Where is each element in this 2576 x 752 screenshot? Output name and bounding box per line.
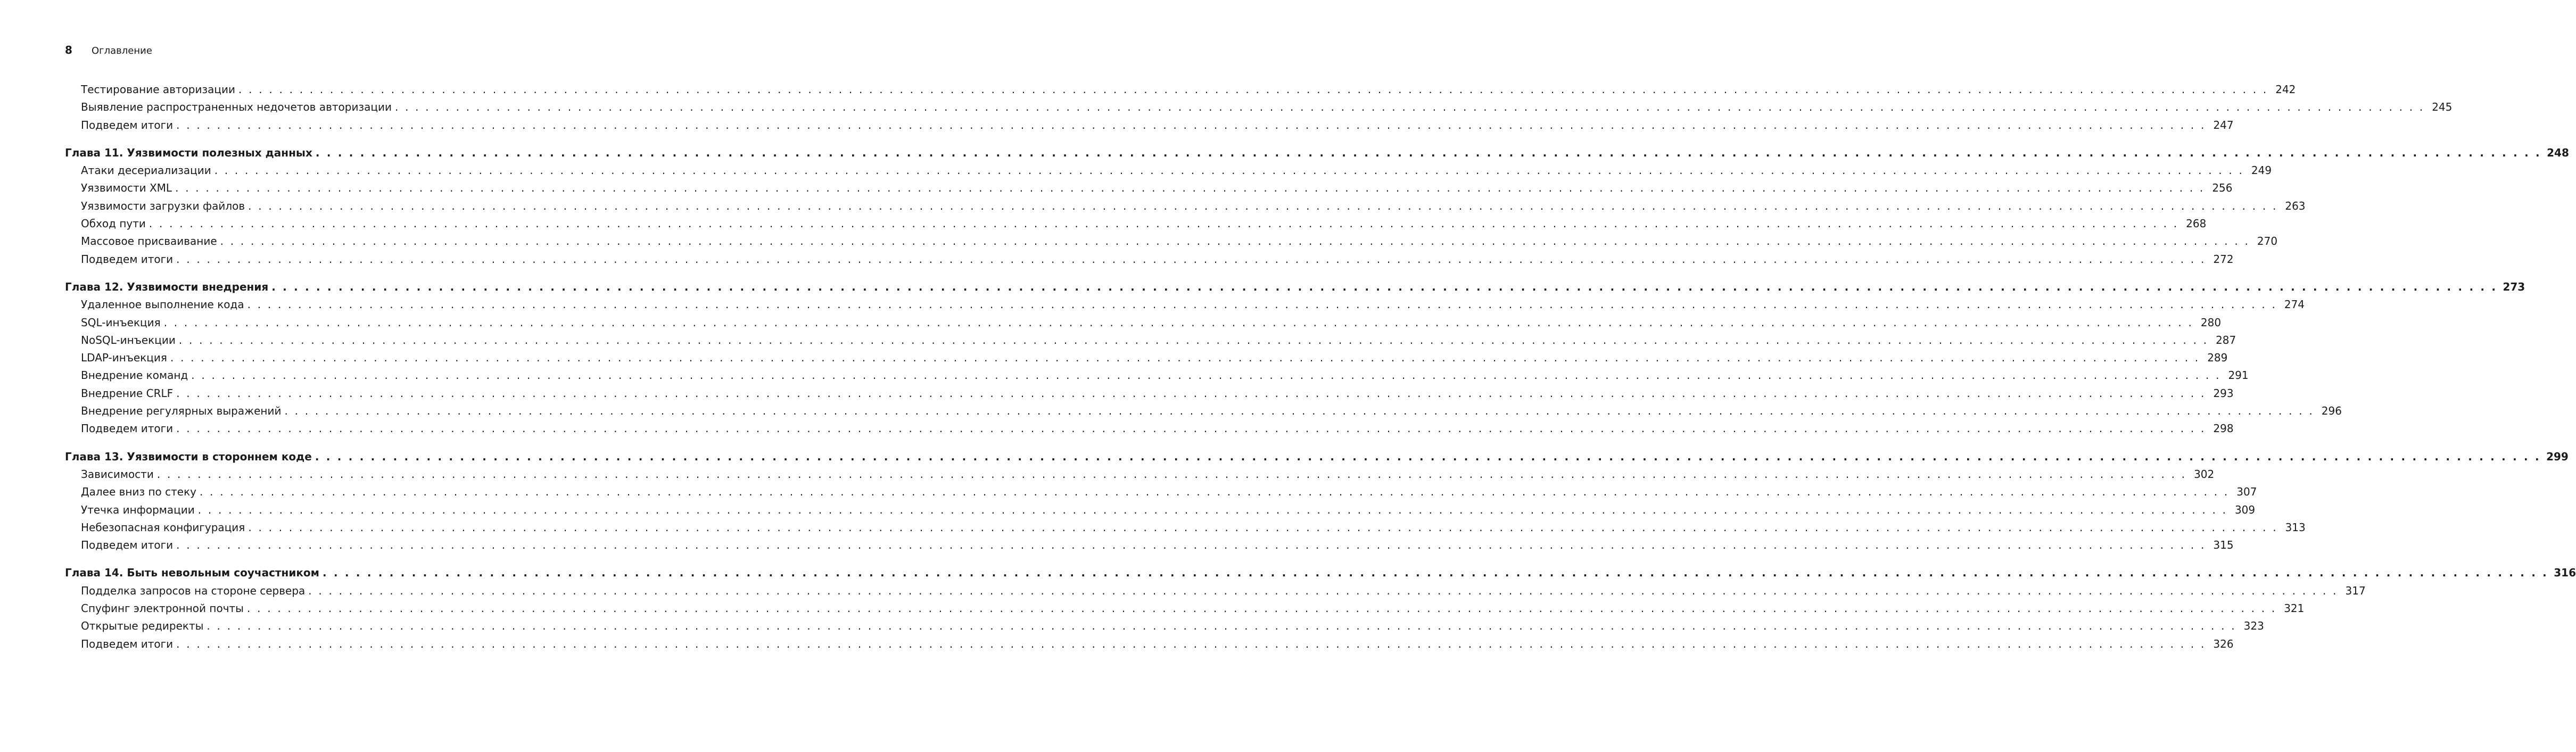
toc-entry-title: SQL-инъекция: [81, 316, 161, 329]
toc-entry-title: Внедрение команд: [81, 369, 188, 382]
toc-entry-title: Глава 12. Уязвимости внедрения: [65, 280, 269, 293]
toc-entry-page: 268: [2186, 217, 2207, 230]
toc-entry-title: Подведем итоги: [81, 118, 174, 131]
toc-entry-page: 256: [2212, 181, 2233, 195]
toc-section-entry[interactable]: [65, 296, 2305, 313]
dot-leader: . . . . . . . . . . . . . . . . . . . . . . . . . . . . . . . . . . . . . . . . . . . . . . . . . . . . . . . . . . . . . . . . . . . . . . . . . . . . . . . . . . . . . . . . . . . . . . . . . . . . . . . . . . . . . . . . . . . . . . . . . . . . . . . . . . . . . . . . . . . . . . . . . . . . . . . . . . . . . . . . . . . . . . . . . . . . . . . . . . . . . . . . . . . . . . . . . . . . . . . .: [176, 637, 2206, 650]
toc-entry-title: Глава 11. Уязвимости полезных данных: [65, 146, 312, 159]
toc-entry-title: Открытые редиректы: [81, 619, 204, 633]
toc-entry-title: Спуфинг электронной почты: [81, 602, 244, 615]
dot-leader: . . . . . . . . . . . . . . . . . . . . . . . . . . . . . . . . . . . . . . . . . . . . . . . . . . . . . . . . . . . . . . . . . . . . . . . . . . . . . . . . . . . . . . . . . . . . . . . . . . . . . . . . . . . . . . . . . . . . . . . . . . . . . . . . . . . . . . . . . . . . . . . . . . . . . . . . . . . . . . . . . . . . . . . . . . . . . . . . . . . . . . . . . . . . . . . . . . . . . . . .: [176, 118, 2206, 131]
toc-entry-page: 309: [2234, 503, 2256, 516]
toc-entry-title: Подведем итоги: [81, 252, 174, 266]
toc-section-entry[interactable]: [65, 385, 2234, 402]
section-gap: [65, 554, 468, 564]
toc-entry-title: Атаки десериализации: [81, 164, 211, 177]
dot-leader: . . . . . . . . . . . . . . . . . . . . . . . . . . . . . . . . . . . . . . . . . . . . . . . . . . . . . . . . . . . . . . . . . . . . . . . . . . . . . . . . . . . . . . . . . . . . . . . . . . . . . . . . . . . . . . . . . . . . . . . . . . . . . . . . . . . . . . . . . . . . . . . . . . . . . . . . . . . . . . . . . . . . . . . . . . . . . . . . . . . . . . . . . . . . . . . . . . . . . . . .: [170, 351, 2200, 365]
dot-leader: . . . . . . . . . . . . . . . . . . . . . . . . . . . . . . . . . . . . . . . . . . . . . . . . . . . . . . . . . . . . . . . . . . . . . . . . . . . . . . . . . . . . . . . . . . . . . . . . . . . . . . . . . . . . . . . . . . . . . . . . . . . . . . . . . . . . . . . . . . . . . . . . . . . . . . . . . . . . . . . . . . . . . . . . . . . . . . . . . . . . . . . . . . . . . . . . . . . . . . . .: [248, 520, 2278, 534]
dot-leader: . . . . . . . . . . . . . . . . . . . . . . . . . . . . . . . . . . . . . . . . . . . . . . . . . . . . . . . . . . . . . . . . . . . . . . . . . . . . . . . . . . . . . . . . . . . . . . . . . . . . . . . . . . . . . . . . . . . . . . . . . . . . . . . . . . . . . . . . . . . . . . . . . . . . . . . . . . . . . . . . . . . . . . . . . . . . . . . . . . . . . . . . . . . . . . . . . . . . . . . .: [200, 485, 2230, 499]
toc-entry-page: 280: [2200, 316, 2222, 329]
toc-entry-title: Выявление распространенных недочетов авторизации: [81, 101, 392, 114]
toc-section-entry[interactable]: [65, 251, 2234, 268]
dot-leader: . . . . . . . . . . . . . . . . . . . . . . . . . . . . . . . . . . . . . . . . . . . . . . . . . . . . . . . . . . . . . . . . . . . . . . . . . . . . . . . . . . . . . . . . . . . . . . . . . . . . . . . . . . . . . . . . . . . . . . . . . . . . . . . . . . . . . . . . . . . . . . . . . . . . . . . . . . . . . . . . . . . . . . . . . . . . . . . . . . . . . . . . . . . . . . . . . . . . . . . .: [176, 252, 2206, 266]
dot-leader: . . . . . . . . . . . . . . . . . . . . . . . . . . . . . . . . . . . . . . . . . . . . . . . . . . . . . . . . . . . . . . . . . . . . . . . . . . . . . . . . . . . . . . . . . . . . . . . . . . . . . . . . . . . . . . . . . . . . . . . . . . . . . . . . . . . . . . . . . . . . . . . . . . . . . . . . . . . . . . . . . . . . . . . . . . . . . . . . . . . . . . . . . . . . . . . . . . . . . . . .: [246, 602, 2277, 615]
running-title: Оглавление: [92, 45, 152, 56]
toc-section-entry[interactable]: [65, 501, 2256, 519]
toc-entry-title: Небезопасная конфигурация: [81, 520, 245, 534]
toc-entry-title: Зависимости: [81, 467, 154, 481]
toc-entry-title: Глава 14. Быть невольным соучастником: [65, 566, 320, 580]
toc-entry-title: Уязвимости загрузки файлов: [81, 199, 245, 212]
dot-leader: . . . . . . . . . . . . . . . . . . . . . . . . . . . . . . . . . . . . . . . . . . . . . . . . . . . . . . . . . . . . . . . . . . . . . . . . . . . . . . . . . . . . . . . . . . . . . . . . . . . . . . . . . . . . . . . . . . . . . . . . . . . . . . . . . . . . . . . . . . . . . . . . . . . . . . . . . . . . . . . . . . . . . . . . . . . . . . . . . . . . . . . . . . . . . . . . . . . . . . . .: [163, 316, 2194, 329]
section-gap: [65, 134, 468, 144]
toc-section-entry[interactable]: [65, 332, 2236, 349]
toc-entry-page: 274: [2284, 298, 2305, 311]
dot-leader: . . . . . . . . . . . . . . . . . . . . . . . . . . . . . . . . . . . . . . . . . . . . . . . . . . . . . . . . . . . . . . . . . . . . . . . . . . . . . . . . . . . . . . . . . . . . . . . . . . . . . . . . . . . . . . . . . . . . . . . . . . . . . . . . . . . . . . . . . . . . . . . . . . . . . . . . . . . . . . . . . . . . . . . . . . . . . . . . . . . . . . . . . . . . . . . . . . . . . . . .: [148, 217, 2179, 230]
toc-section-entry[interactable]: [65, 519, 2306, 536]
toc-section-entry[interactable]: [65, 600, 2305, 617]
dot-leader: . . . . . . . . . . . . . . . . . . . . . . . . . . . . . . . . . . . . . . . . . . . . . . . . . . . . . . . . . . . . . . . . . . . . . . . . . . . . . . . . . . . . . . . . . . . . . . . . . . . . . . . . . . . . . . . . . . . . . . . . . . . . . . . . . . . . . . . . . . . . . . . . . . . . . . . . . . . . . . . . . . . . . . . . . . . . . . . . . . . . . . . . . . . . . . . . . . . . . . . .: [175, 181, 2205, 195]
toc-entry-title: Обход пути: [81, 217, 146, 230]
toc-entry-page: 323: [2243, 619, 2264, 633]
dot-leader: . . . . . . . . . . . . . . . . . . . . . . . . . . . . . . . . . . . . . . . . . . . . . . . . . . . . . . . . . . . . . . . . . . . . . . . . . . . . . . . . . . . . . . . . . . . . . . . . . . . . . . . . . . . . . . . . . . . . . . . . . . . . . . . . . . . . . . . . . . . . . . . . . . . . . . . . . . . . . . . . . . . . . . . . . . . . . . . . . . . . . . . . . . . . . . . . . . . . . . . .: [284, 404, 2314, 418]
toc-entry-page: 298: [2213, 422, 2234, 435]
toc-entry-title: Глава 13. Уязвимости в стороннем коде: [65, 450, 312, 463]
page-number: 8: [65, 44, 72, 56]
toc-entry-page: 316: [2554, 566, 2576, 580]
toc-entry-page: 326: [2213, 637, 2234, 650]
toc-chapter-entry[interactable]: [65, 564, 2576, 582]
dot-leader: . . . . . . . . . . . . . . . . . . . . . . . . . . . . . . . . . . . . . . . . . . . . . . . . . . . . . . . . . . . . . . . . . . . . . . . . . . . . . . . . . . . . . . . . . . . . . . . . . . . . . . . . . . . . . . . . . . . . . . . . . . . . . . . . . . . . . . . . . . . . . . . . . . . . . . . . . . . . . . . . . . . . . . . . . . . . . . . . . . . . . . . . . . . . . . . . . . . . . . . .: [220, 235, 2250, 248]
dot-leader: . . . . . . . . . . . . . . . . . . . . . . . . . . . . . . . . . . . . . . . . . . . . . . . . . . . . . . . . . . . . . . . . . . . . . . . . . . . . . . . . . . . . . . . . . . . . . . . . . . . . . . . . . . . . . . . . . . . . . . . . . . . . . . . . . . . . . . . . . . . . . . . . . . . . . . . . . . . . . . . . . . . . . . . . . . . . . . . . . . . . . . . . . . . . . . . . . . . . . . . .: [323, 566, 2548, 580]
toc-chapter-entry[interactable]: [65, 278, 2525, 296]
toc-entry-title: Подведем итоги: [81, 422, 174, 435]
toc-section-entry[interactable]: [65, 483, 2257, 501]
toc-section-entry[interactable]: [65, 117, 2234, 134]
dot-leader: . . . . . . . . . . . . . . . . . . . . . . . . . . . . . . . . . . . . . . . . . . . . . . . . . . . . . . . . . . . . . . . . . . . . . . . . . . . . . . . . . . . . . . . . . . . . . . . . . . . . . . . . . . . . . . . . . . . . . . . . . . . . . . . . . . . . . . . . . . . . . . . . . . . . . . . . . . . . . . . . . . . . . . . . . . . . . . . . . . . . . . . . . . . . . . . . . . . . . . . .: [178, 333, 2209, 346]
toc-chapter-entry[interactable]: [65, 448, 2569, 466]
toc-section-entry[interactable]: [65, 367, 2249, 384]
toc-entry-title: Внедрение CRLF: [81, 386, 174, 400]
dot-leader: . . . . . . . . . . . . . . . . . . . . . . . . . . . . . . . . . . . . . . . . . . . . . . . . . . . . . . . . . . . . . . . . . . . . . . . . . . . . . . . . . . . . . . . . . . . . . . . . . . . . . . . . . . . . . . . . . . . . . . . . . . . . . . . . . . . . . . . . . . . . . . . . . . . . . . . . . . . . . . . . . . . . . . . . . . . . . . . . . . . . . . . . . . . . . . . . . . . . . . . .: [191, 369, 2221, 382]
dot-leader: . . . . . . . . . . . . . . . . . . . . . . . . . . . . . . . . . . . . . . . . . . . . . . . . . . . . . . . . . . . . . . . . . . . . . . . . . . . . . . . . . . . . . . . . . . . . . . . . . . . . . . . . . . . . . . . . . . . . . . . . . . . . . . . . . . . . . . . . . . . . . . . . . . . . . . . . . . . . . . . . . . . . . . . . . . . . . . . . . . . . . . . . . . . . . . . . . . . . . . . .: [248, 199, 2278, 212]
dot-leader: . . . . . . . . . . . . . . . . . . . . . . . . . . . . . . . . . . . . . . . . . . . . . . . . . . . . . . . . . . . . . . . . . . . . . . . . . . . . . . . . . . . . . . . . . . . . . . . . . . . . . . . . . . . . . . . . . . . . . . . . . . . . . . . . . . . . . . . . . . . . . . . . . . . . . . . . . . . . . . . . . . . . . . . . . . . . . . . . . . . . . . . . . . . . . . . . . . . . . . . .: [176, 539, 2206, 552]
toc-entry-page: 302: [2194, 467, 2215, 481]
toc-entry-page: 317: [2345, 584, 2366, 597]
dot-leader: . . . . . . . . . . . . . . . . . . . . . . . . . . . . . . . . . . . . . . . . . . . . . . . . . . . . . . . . . . . . . . . . . . . . . . . . . . . . . . . . . . . . . . . . . . . . . . . . . . . . . . . . . . . . . . . . . . . . . . . . . . . . . . . . . . . . . . . . . . . . . . . . . . . . . . . . . . . . . . . . . . . . . . . . . . . . . . . . . . . . . . . . . . . . . . . . . . . . . . . .: [214, 164, 2244, 177]
toc-entry-title: Подделка запросов на стороне сервера: [81, 584, 306, 597]
dot-leader: . . . . . . . . . . . . . . . . . . . . . . . . . . . . . . . . . . . . . . . . . . . . . . . . . . . . . . . . . . . . . . . . . . . . . . . . . . . . . . . . . . . . . . . . . . . . . . . . . . . . . . . . . . . . . . . . . . . . . . . . . . . . . . . . . . . . . . . . . . . . . . . . . . . . . . . . . . . . . . . . . . . . . . . . . . . . . . . . . . . . . . . . . . . . . . . . . . . . . . . .: [247, 298, 2277, 311]
toc-section-entry[interactable]: [65, 314, 2222, 332]
toc-section-entry[interactable]: [65, 582, 2366, 600]
toc-chapter-entry[interactable]: [65, 144, 2569, 162]
toc-section-entry[interactable]: [65, 162, 2272, 179]
toc-entry-page: 293: [2213, 386, 2234, 400]
toc-entry-title: Утечка информации: [81, 503, 195, 516]
toc-entry-title: Подведем итоги: [81, 637, 174, 650]
toc-entry-title: Подведем итоги: [81, 539, 174, 552]
dot-leader: . . . . . . . . . . . . . . . . . . . . . . . . . . . . . . . . . . . . . . . . . . . . . . . . . . . . . . . . . . . . . . . . . . . . . . . . . . . . . . . . . . . . . . . . . . . . . . . . . . . . . . . . . . . . . . . . . . . . . . . . . . . . . . . . . . . . . . . . . . . . . . . . . . . . . . . . . . . . . . . . . . . . . . . . . . . . . . . . . . . . . . . . . . . . . . . . . . . . . . . .: [176, 422, 2206, 435]
toc-entry-page: 245: [2432, 101, 2453, 114]
dot-leader: . . . . . . . . . . . . . . . . . . . . . . . . . . . . . . . . . . . . . . . . . . . . . . . . . . . . . . . . . . . . . . . . . . . . . . . . . . . . . . . . . . . . . . . . . . . . . . . . . . . . . . . . . . . . . . . . . . . . . . . . . . . . . . . . . . . . . . . . . . . . . . . . . . . . . . . . . . . . . . . . . . . . . . . . . . . . . . . . . . . . . . . . . . . . . . . . . . . . . . . .: [207, 619, 2236, 633]
dot-leader: . . . . . . . . . . . . . . . . . . . . . . . . . . . . . . . . . . . . . . . . . . . . . . . . . . . . . . . . . . . . . . . . . . . . . . . . . . . . . . . . . . . . . . . . . . . . . . . . . . . . . . . . . . . . . . . . . . . . . . . . . . . . . . . . . . . . . . . . . . . . . . . . . . . . . . . . . . . . . . . . . . . . . . . . . . . . . . . . . . . . . . . . . . . . . . . . . . . . . . . .: [315, 450, 2541, 463]
toc-entry-title: Массовое присваивание: [81, 235, 217, 248]
toc-section-entry[interactable]: [65, 233, 2278, 250]
toc-entry-page: 248: [2547, 146, 2569, 159]
toc-entry-page: 291: [2228, 369, 2249, 382]
dot-leader: . . . . . . . . . . . . . . . . . . . . . . . . . . . . . . . . . . . . . . . . . . . . . . . . . . . . . . . . . . . . . . . . . . . . . . . . . . . . . . . . . . . . . . . . . . . . . . . . . . . . . . . . . . . . . . . . . . . . . . . . . . . . . . . . . . . . . . . . . . . . . . . . . . . . . . . . . . . . . . . . . . . . . . . . . . . . . . . . . . . . . . . . . . . . . . . . . . . . . . . .: [315, 146, 2541, 159]
page-header: [65, 44, 152, 56]
dot-leader: . . . . . . . . . . . . . . . . . . . . . . . . . . . . . . . . . . . . . . . . . . . . . . . . . . . . . . . . . . . . . . . . . . . . . . . . . . . . . . . . . . . . . . . . . . . . . . . . . . . . . . . . . . . . . . . . . . . . . . . . . . . . . . . . . . . . . . . . . . . . . . . . . . . . . . . . . . . . . . . . . . . . . . . . . . . . . . . . . . . . . . . . . . . . . . . . . . . . . . . .: [308, 584, 2338, 597]
toc-entry-title: Уязвимости XML: [81, 181, 172, 195]
toc-entry-page: 321: [2284, 602, 2305, 615]
toc-entry-title: Тестирование авторизации: [81, 83, 235, 96]
toc-entry-page: 296: [2321, 404, 2342, 418]
toc-entry-page: 299: [2546, 450, 2569, 463]
toc-entry-page: 242: [2275, 83, 2296, 96]
toc-entry-page: 247: [2213, 118, 2234, 131]
toc-section-entry[interactable]: [65, 215, 2207, 233]
toc-entry-title: Удаленное выполнение кода: [81, 298, 244, 311]
toc-entry-title: LDAP-инъекция: [81, 351, 167, 365]
toc-entry-page: 273: [2503, 280, 2525, 293]
toc-section-entry[interactable]: [65, 617, 2264, 635]
toc-entry-page: 287: [2216, 333, 2236, 346]
dot-leader: . . . . . . . . . . . . . . . . . . . . . . . . . . . . . . . . . . . . . . . . . . . . . . . . . . . . . . . . . . . . . . . . . . . . . . . . . . . . . . . . . . . . . . . . . . . . . . . . . . . . . . . . . . . . . . . . . . . . . . . . . . . . . . . . . . . . . . . . . . . . . . . . . . . . . . . . . . . . . . . . . . . . . . . . . . . . . . . . . . . . . . . . . . . . . . . . . . . . . . . .: [394, 101, 2425, 114]
toc-entry-page: 313: [2285, 520, 2306, 534]
toc-entry-title: Внедрение регулярных выражений: [81, 404, 282, 418]
toc-entry-title: NoSQL-инъекции: [81, 333, 176, 346]
toc-section-entry[interactable]: [65, 179, 2233, 197]
toc-entry-title: Далее вниз по стеку: [81, 485, 197, 499]
dot-leader: . . . . . . . . . . . . . . . . . . . . . . . . . . . . . . . . . . . . . . . . . . . . . . . . . . . . . . . . . . . . . . . . . . . . . . . . . . . . . . . . . . . . . . . . . . . . . . . . . . . . . . . . . . . . . . . . . . . . . . . . . . . . . . . . . . . . . . . . . . . . . . . . . . . . . . . . . . . . . . . . . . . . . . . . . . . . . . . . . . . . . . . . . . . . . . . . . . . . . . . .: [197, 503, 2228, 516]
toc-section-entry[interactable]: [65, 402, 2342, 420]
dot-leader: . . . . . . . . . . . . . . . . . . . . . . . . . . . . . . . . . . . . . . . . . . . . . . . . . . . . . . . . . . . . . . . . . . . . . . . . . . . . . . . . . . . . . . . . . . . . . . . . . . . . . . . . . . . . . . . . . . . . . . . . . . . . . . . . . . . . . . . . . . . . . . . . . . . . . . . . . . . . . . . . . . . . . . . . . . . . . . . . . . . . . . . . . . . . . . . . . . . . . . . .: [176, 386, 2206, 400]
dot-leader: . . . . . . . . . . . . . . . . . . . . . . . . . . . . . . . . . . . . . . . . . . . . . . . . . . . . . . . . . . . . . . . . . . . . . . . . . . . . . . . . . . . . . . . . . . . . . . . . . . . . . . . . . . . . . . . . . . . . . . . . . . . . . . . . . . . . . . . . . . . . . . . . . . . . . . . . . . . . . . . . . . . . . . . . . . . . . . . . . . . . . . . . . . . . . . . . . . . . . . . .: [156, 467, 2187, 481]
table-of-contents: [65, 81, 2576, 653]
toc-section-entry[interactable]: [65, 536, 2234, 554]
toc-section-entry[interactable]: [65, 420, 2234, 437]
toc-entry-page: 272: [2213, 252, 2234, 266]
toc-entry-page: 289: [2207, 351, 2228, 365]
section-gap: [65, 268, 468, 278]
toc-section-entry[interactable]: [65, 98, 2453, 116]
toc-section-entry[interactable]: [65, 466, 2215, 483]
section-gap: [65, 438, 468, 448]
toc-section-entry[interactable]: [65, 635, 2234, 653]
toc-entry-page: 315: [2213, 539, 2234, 552]
dot-leader: . . . . . . . . . . . . . . . . . . . . . . . . . . . . . . . . . . . . . . . . . . . . . . . . . . . . . . . . . . . . . . . . . . . . . . . . . . . . . . . . . . . . . . . . . . . . . . . . . . . . . . . . . . . . . . . . . . . . . . . . . . . . . . . . . . . . . . . . . . . . . . . . . . . . . . . . . . . . . . . . . . . . . . . . . . . . . . . . . . . . . . . . . . . . . . . . . . . . . . . .: [271, 280, 2498, 293]
toc-section-entry[interactable]: [65, 349, 2228, 367]
toc-section-entry[interactable]: [65, 197, 2306, 215]
toc-entry-page: 263: [2285, 199, 2306, 212]
toc-entry-page: 249: [2251, 164, 2272, 177]
dot-leader: . . . . . . . . . . . . . . . . . . . . . . . . . . . . . . . . . . . . . . . . . . . . . . . . . . . . . . . . . . . . . . . . . . . . . . . . . . . . . . . . . . . . . . . . . . . . . . . . . . . . . . . . . . . . . . . . . . . . . . . . . . . . . . . . . . . . . . . . . . . . . . . . . . . . . . . . . . . . . . . . . . . . . . . . . . . . . . . . . . . . . . . . . . . . . . . . . . . . . . . .: [238, 83, 2268, 96]
toc-section-entry[interactable]: [65, 81, 2296, 98]
toc-entry-page: 307: [2236, 485, 2257, 499]
toc-entry-page: 270: [2257, 235, 2278, 248]
